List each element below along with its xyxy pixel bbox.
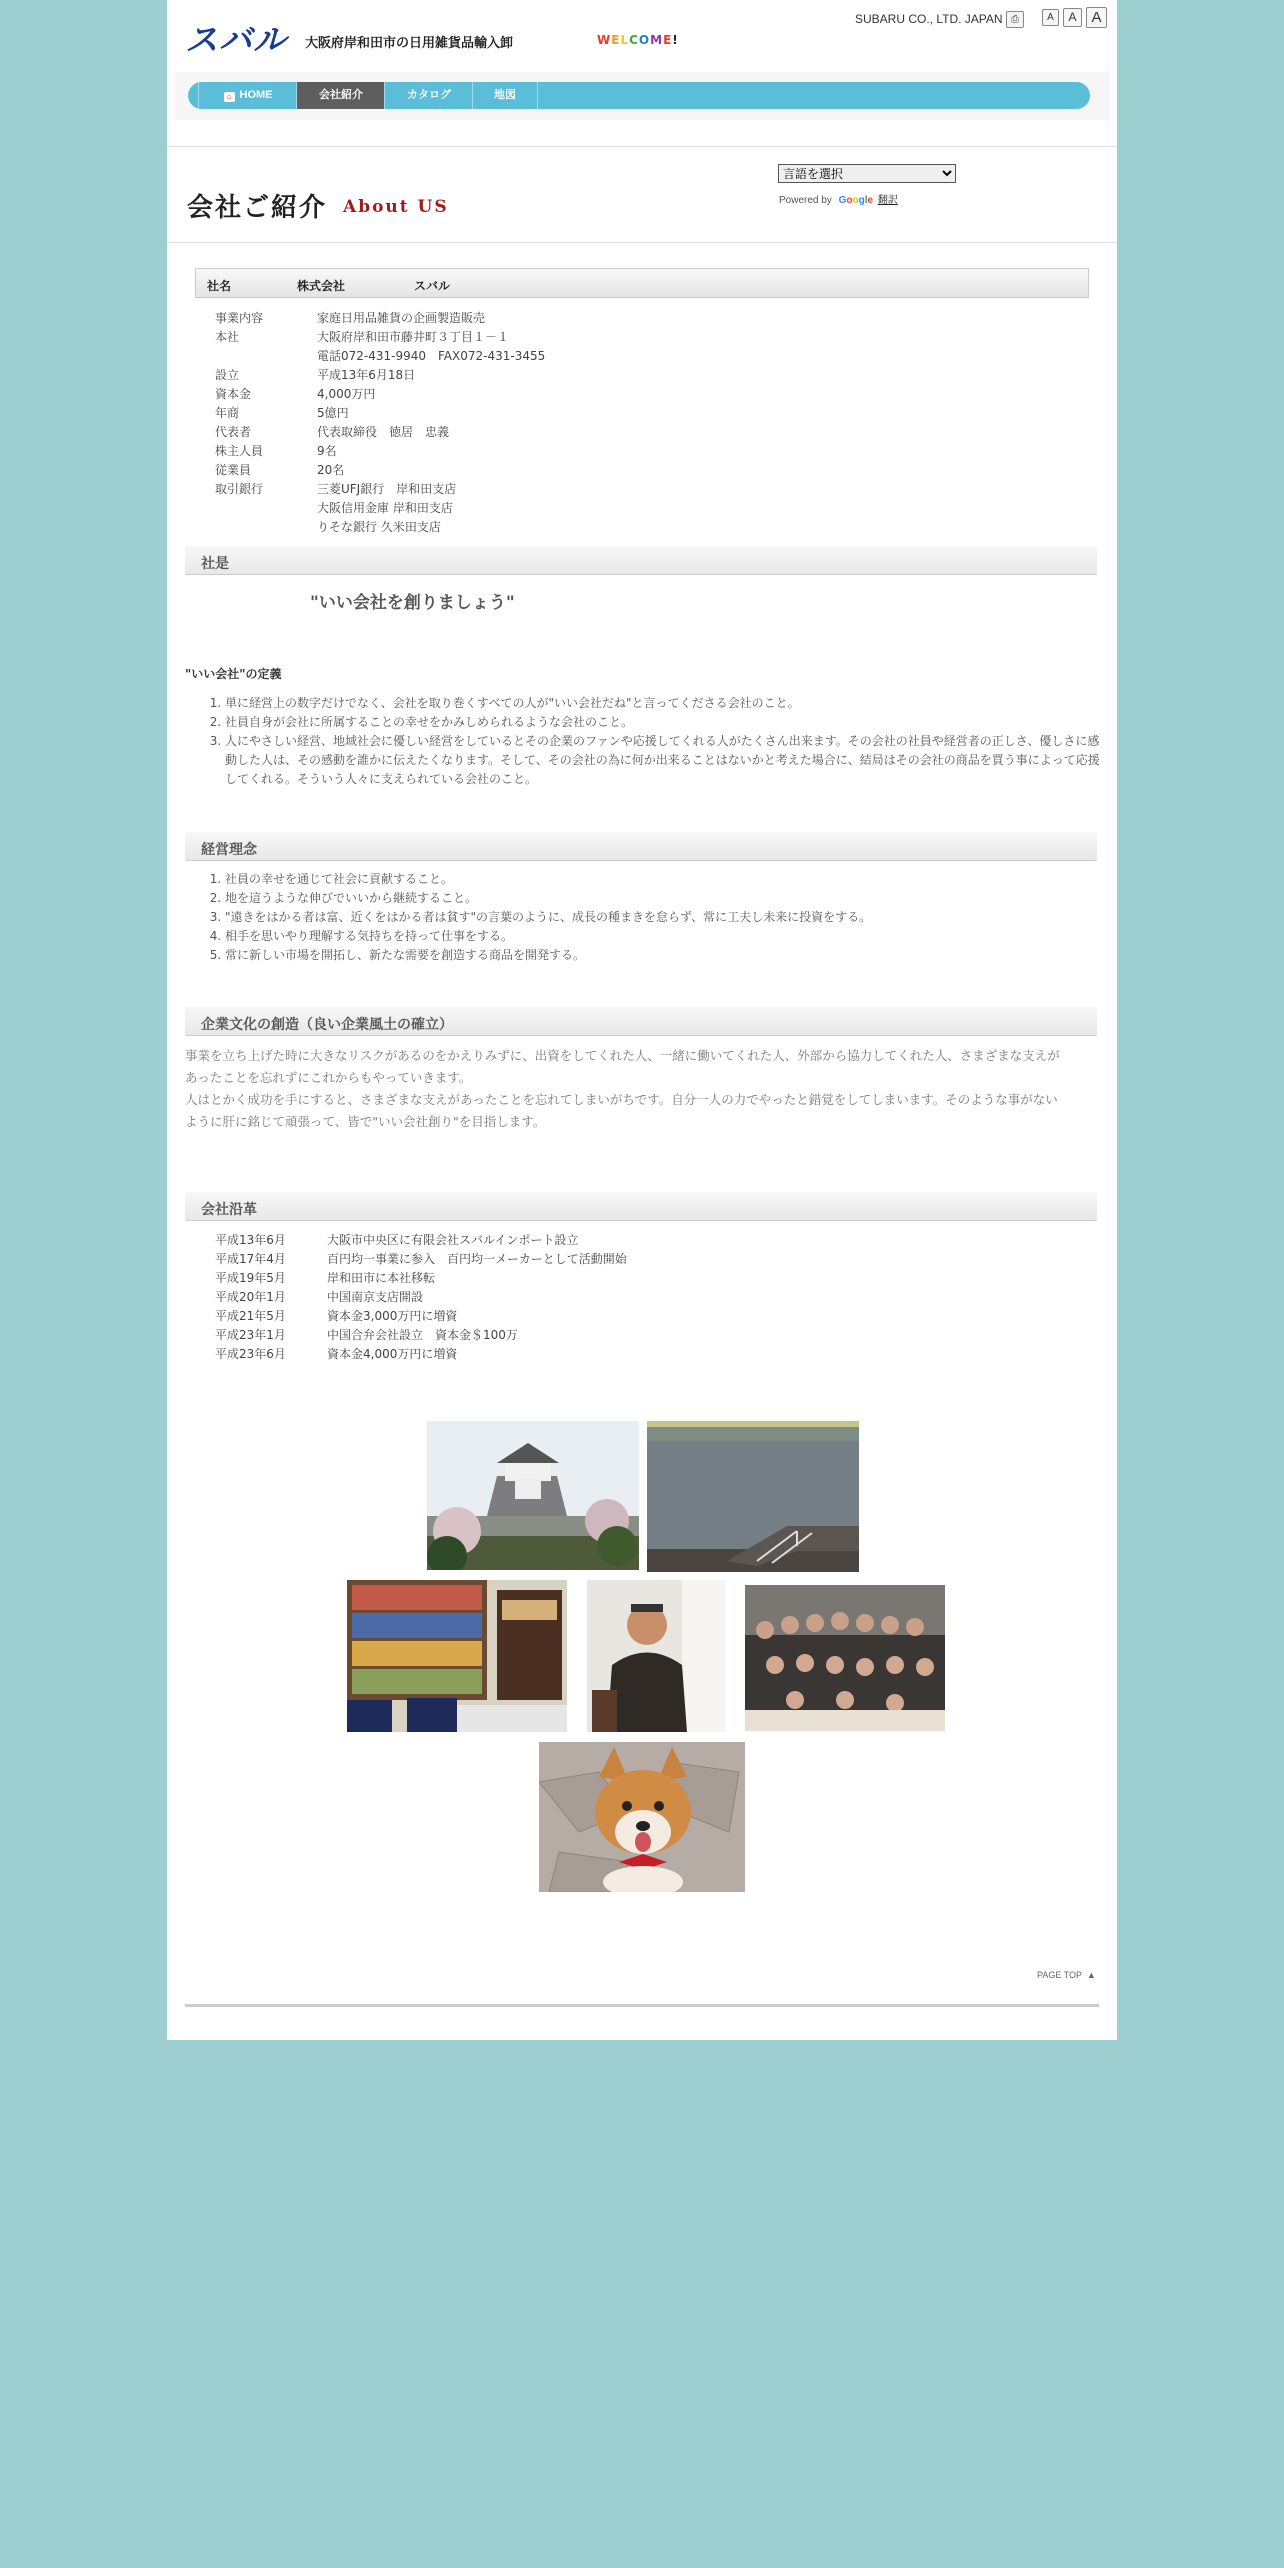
history-date: 平成23年6月 (215, 1347, 286, 1361)
photo-office (347, 1580, 567, 1732)
info-value: りそな銀行 久米田支店 (317, 520, 441, 534)
history-date: 平成17年4月 (215, 1252, 286, 1266)
page-title: 会社ご紹介 (187, 193, 328, 223)
info-label: 資本金 (215, 387, 252, 401)
info-label: 従業員 (215, 463, 252, 477)
info-value: 20名 (317, 463, 345, 477)
section-header-culture: 企業文化の創造（良い企業風土の確立） (185, 1007, 1097, 1036)
nav-item-company[interactable]: 会社紹介 (296, 82, 385, 109)
company-english-name: SUBARU CO., LTD. JAPAN (855, 12, 1003, 26)
language-select[interactable] (778, 164, 956, 183)
history-event: 中国南京支店開設 (327, 1290, 424, 1304)
history-event: 百円均一事業に参入 百円均一メーカーとして活動開始 (327, 1252, 627, 1266)
history-event: 資本金4,000万円に増資 (327, 1347, 458, 1361)
info-value: 9名 (317, 444, 337, 458)
translate-link[interactable]: 翻訳 (877, 195, 898, 206)
history-date: 平成20年1月 (215, 1290, 286, 1304)
history-date: 平成21年5月 (215, 1309, 286, 1323)
info-label: 本社 (215, 330, 240, 344)
page-title-english: About US (343, 197, 449, 217)
history-event: 資本金3,000万円に増資 (327, 1309, 458, 1323)
font-size-small-button[interactable]: A (1042, 9, 1059, 26)
definition-list (185, 694, 1105, 789)
info-label: 年商 (215, 406, 240, 420)
history-date: 平成19年5月 (215, 1271, 286, 1285)
section-header-philosophy: 経営理念 (185, 832, 1097, 861)
photo-president (587, 1580, 725, 1732)
photo-staff-group (745, 1585, 945, 1731)
company-motto: "いい会社を創りましょう" (310, 593, 515, 613)
company-name-value: 株式会社 (297, 279, 346, 293)
info-value: 電話072-431-9940 FAX072-431-3455 (317, 349, 546, 363)
section-header-motto: 社是 (185, 546, 1097, 575)
main-nav (188, 82, 1090, 109)
list-item: 3. 人にやさしい経営、地域社会に優しい経営をしているとその企業のファンや応援してくれる人がたくさん出来ます。その会社の社員や経営者の正しさ、優しさに感動した人は、その感動を誰かに伝えたくなります。そして、その会社の為に何か出来ることはないかと考えた場合に、結局はその会社の商品を買う事によって応援してくれる。そういう人々に支えられている会社のこと。 (225, 732, 1105, 789)
powered-by-label: Powered by (779, 195, 832, 206)
list-item: 5. 常に新しい市場を開拓し、新たな需要を創造する商品を開発する。 (225, 946, 1105, 965)
info-value: 家庭日用品雑貨の企画製造販売 (317, 311, 486, 325)
list-item: 3. "遠きをはかる者は富、近くをはかる者は貧す"の言葉のように、成長の種まきを怠らず、常に工夫し未来に投資をする。 (225, 908, 1105, 927)
footer-divider (185, 2004, 1099, 2007)
photo-castle (427, 1421, 639, 1570)
info-label: 取引銀行 (215, 482, 264, 496)
font-size-medium-button[interactable]: A (1063, 8, 1082, 27)
history-event: 大阪市中央区に有限会社スバルインポート設立 (327, 1233, 579, 1247)
section-header-history: 会社沿革 (185, 1192, 1097, 1221)
welcome-banner: WELCOME! (597, 33, 679, 47)
divider (167, 146, 1117, 147)
history-event: 中国合弁会社設立 資本金＄100万 (327, 1328, 518, 1342)
history-date: 平成23年1月 (215, 1328, 286, 1342)
nav-item-home[interactable] (198, 82, 297, 109)
list-item: 4. 相手を思いやり理解する気持ちを持って仕事をする。 (225, 927, 1105, 946)
nav-item-catalog[interactable]: カタログ (384, 82, 473, 109)
company-name-value: スバル (414, 279, 451, 293)
info-label: 株主人員 (215, 444, 264, 458)
info-label: 事業内容 (215, 311, 264, 325)
culture-paragraph: 事業を立ち上げた時に大きなリスクがあるのをかえりみずに、出資をしてくれた人、一緒に働いてくれた人、外部から協力してくれた人、さまざまな支えが あったことを忘れずにこれからもやっていきます。 人はとかく成功を手にすると、さまざまな支えがあったことを忘れてしまいがちです。自分一人の力でやったと錯覚をしてしまいます。そのような事がない ように肝に銘じて頑張って、皆で"いい会社創り"を目指します。 (185, 1048, 1060, 1129)
info-label: 設立 (215, 368, 240, 382)
photo-pond (647, 1421, 859, 1572)
home-icon: ⌂ (224, 92, 235, 102)
photo-dog (539, 1742, 745, 1892)
info-value: 大阪信用金庫 岸和田支店 (317, 501, 453, 515)
google-logo: Google (838, 195, 874, 206)
info-value: 三菱UFJ銀行 岸和田支店 (317, 482, 457, 496)
info-value: 代表取締役 徳居 忠義 (317, 425, 450, 439)
definition-title: "いい会社"の定義 (185, 667, 282, 681)
history-date: 平成13年6月 (215, 1233, 286, 1247)
page-container (167, 0, 1117, 2040)
print-icon[interactable]: ⎙ (1006, 11, 1024, 28)
info-value: 平成13年6月18日 (317, 368, 416, 382)
info-value: 5億円 (317, 406, 349, 420)
list-item: 2. 社員自身が会社に所属することの幸せをかみしめられるような会社のこと。 (225, 713, 1105, 732)
divider (167, 242, 1117, 243)
nav-item-map[interactable]: 地図 (472, 82, 538, 109)
history-event: 岸和田市に本社移転 (327, 1271, 436, 1285)
site-tagline: 大阪府岸和田市の日用雑貨品輸入卸 (305, 36, 514, 51)
list-item: 1. 社員の幸せを通じて社会に貢献すること。 (225, 870, 1105, 889)
philosophy-list (185, 870, 1105, 965)
info-value: 4,000万円 (317, 387, 376, 401)
list-item: 1. 単に経営上の数字だけでなく、会社を取り巻くすべての人が"いい会社だね"と言ってくださる会社のこと。 (225, 694, 1105, 713)
info-value: 大阪府岸和田市藤井町３丁目１－１ (317, 330, 510, 344)
company-name-label: 社名 (207, 279, 232, 293)
google-translate-credit (779, 191, 898, 206)
info-label: 代表者 (215, 425, 252, 439)
logo[interactable]: スバル (185, 20, 287, 59)
company-name-bar (195, 268, 1089, 298)
font-size-large-button[interactable]: A (1086, 7, 1107, 28)
nav-home-label: HOME (239, 89, 273, 101)
page-top-link[interactable]: PAGE TOP ▲ (1037, 1970, 1096, 1980)
list-item: 2. 地を這うような伸びでいいから継続すること。 (225, 889, 1105, 908)
